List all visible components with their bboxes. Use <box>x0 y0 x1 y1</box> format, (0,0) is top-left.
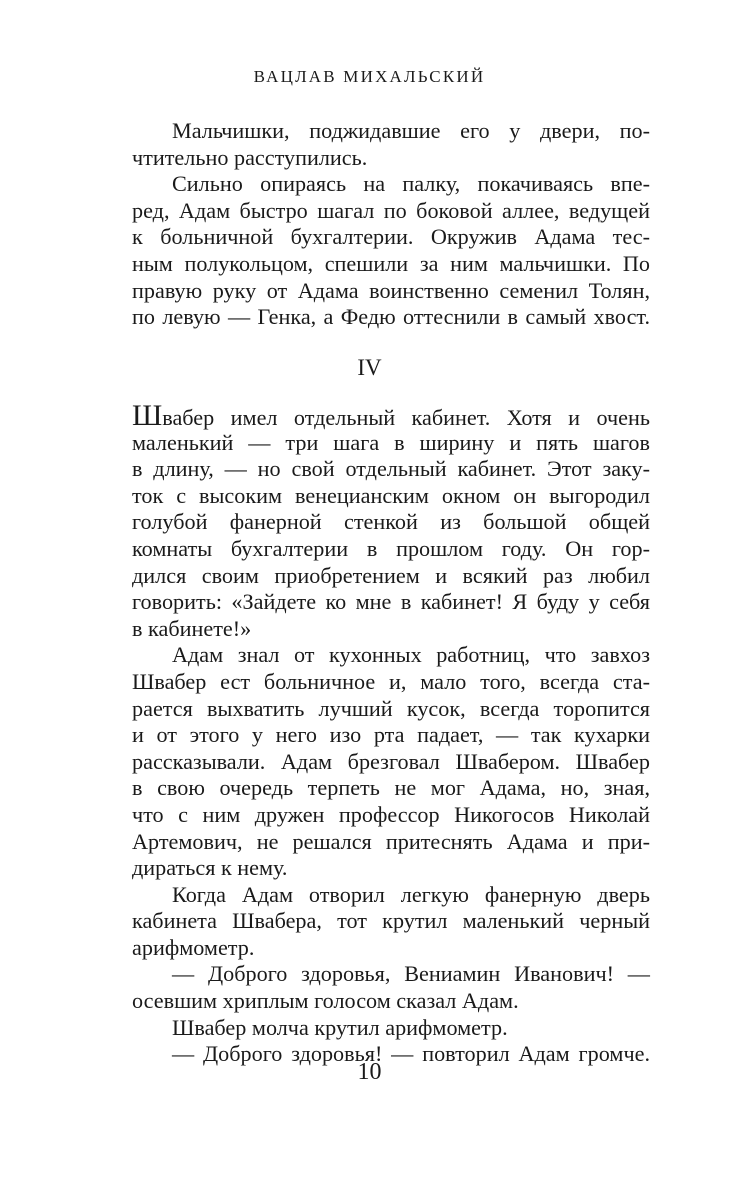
text-line: к больничной бухгалтерии. Окружив Адама тес- <box>132 224 650 250</box>
text-line: ным полукольцом, спешили за ним мальчишки. По <box>132 250 650 276</box>
text-line: Артемович, не решался притеснять Адама и при- <box>132 828 650 854</box>
first-line-text: вабер имел отдельный кабинет. Хотя и очень <box>162 405 650 430</box>
text-line: в длину, — но свой отдельный кабинет. Этот заку- <box>132 456 650 482</box>
text-line: осевшим хриплым голосом сказал Адам. <box>132 988 519 1014</box>
paragraph-block-main <box>132 399 650 1068</box>
text-line: что с ним дружен профессор Никогосов Николай <box>132 801 650 827</box>
running-head: ВАЦЛАВ МИХАЛЬСКИЙ <box>253 67 486 86</box>
text-line: Сильно опираясь на палку, покачиваясь впе- <box>172 171 650 197</box>
text-line: Адам знал от кухонных работниц, что завхоз <box>172 642 650 668</box>
initial-letter: Ш <box>132 399 163 432</box>
text-line: комнаты бухгалтерии в прошлом году. Он гор- <box>132 535 650 561</box>
text-line: и от этого у него изо рта падает, — так кухарки <box>132 722 650 748</box>
text-line: голубой фанерной стенкой из большой общей <box>132 509 650 535</box>
text-line: по левую — Генка, а Федю оттеснили в самый хвост. <box>132 304 650 330</box>
text-line: Когда Адам отворил легкую фанерную дверь <box>172 881 650 907</box>
text-line: чтительно расступились. <box>132 144 368 170</box>
text-line: арифмометр. <box>132 934 255 960</box>
text-line: дился своим приобретением и всякий раз любил <box>132 562 650 588</box>
text-line: рается выхватить лучший кусок, всегда торопится <box>132 695 650 721</box>
text-line: маленький — три шага в ширину и пять шагов <box>132 429 650 455</box>
text-line: ред, Адам быстро шагал по боковой аллее, ведущей <box>132 197 650 223</box>
text-line: ток с высоким венецианским окном он выгородил <box>132 482 650 508</box>
text-line: в свою очередь терпеть не мог Адама, но, зная, <box>132 775 650 801</box>
text-line: кабинета Швабера, тот крутил маленький черный <box>132 908 650 934</box>
text-line: Швабер ест больничное и, мало того, всегда ста- <box>132 668 650 694</box>
page-number: 10 <box>357 1059 382 1085</box>
chapter-number: IV <box>357 355 382 380</box>
text-line-first <box>132 399 650 432</box>
text-line: рассказывали. Адам брезговал Швабером. Швабер <box>132 748 650 774</box>
text-line: в кабинете!» <box>132 615 252 641</box>
text-line: правую руку от Адама воинственно семенил Толян, <box>132 277 650 303</box>
text-line: — Доброго здоровья, Вениамин Иванович! — <box>172 961 650 987</box>
text-line: Швабер молча крутил арифмометр. <box>172 1014 508 1040</box>
text-line: дираться к нему. <box>132 855 288 881</box>
text-line: Мальчишки, поджидавшие его у двери, по- <box>172 118 650 143</box>
text-line: говорить: «Зайдете ко мне в кабинет! Я буду у себя <box>132 589 650 615</box>
text-line: — Доброго здоровья! — повторил Адам громче. <box>172 1041 650 1067</box>
paragraph-block-top <box>132 118 650 331</box>
